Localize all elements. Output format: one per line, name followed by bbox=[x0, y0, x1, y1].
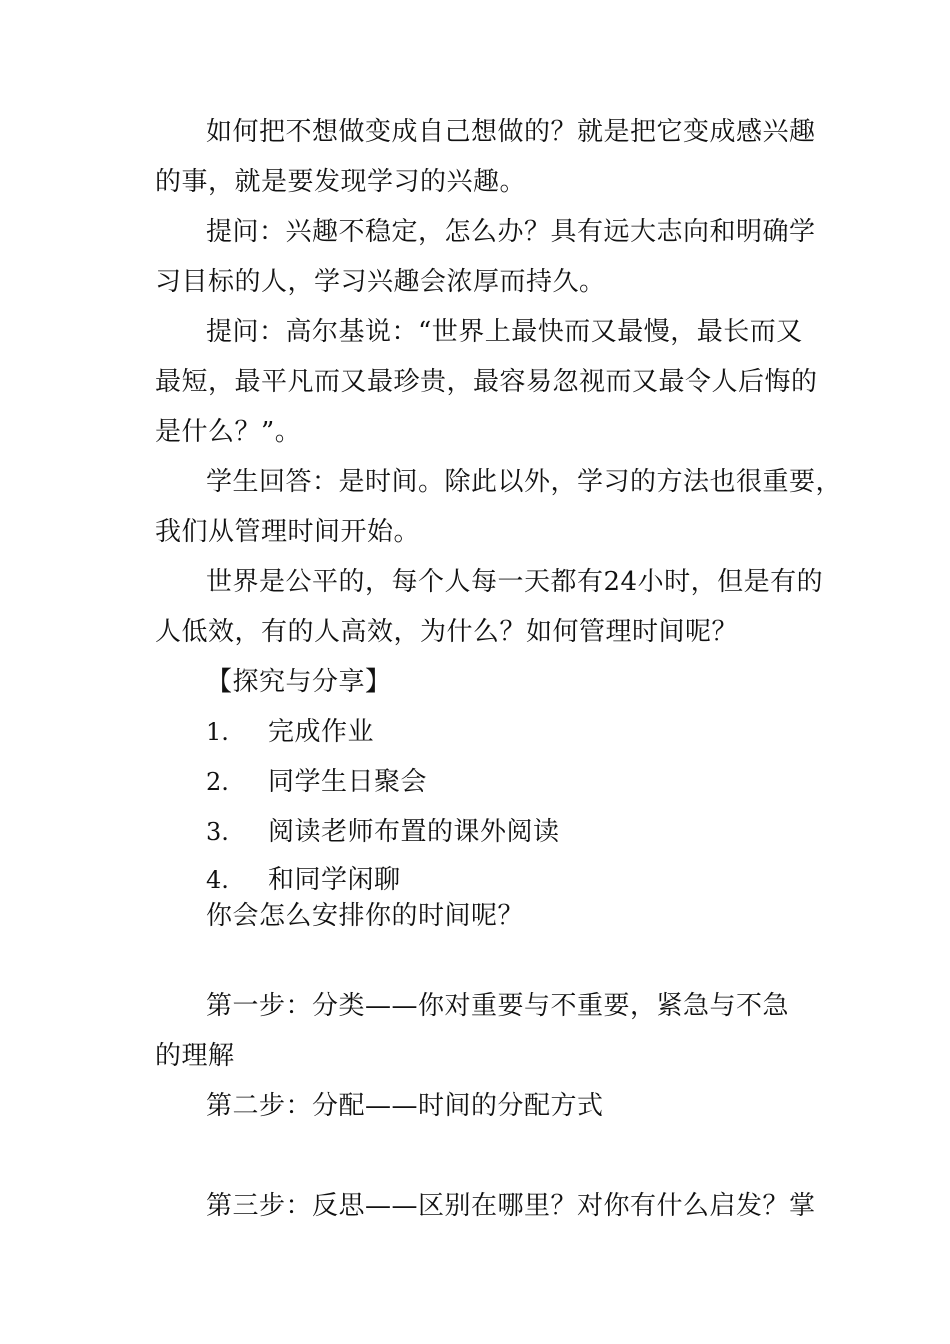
paragraph-5-line-2: 人低效，有的人高效，为什么？如何管理时间呢？ bbox=[155, 617, 739, 647]
step-1-line-1: 第一步：分类——你对重要与不重要，紧急与不急 bbox=[206, 991, 790, 1021]
paragraph-4-line-2: 我们从管理时间开始。 bbox=[155, 517, 421, 547]
step-1-line-2: 的理解 bbox=[155, 1041, 235, 1071]
paragraph-4-line-1: 学生回答：是时间。除此以外，学习的方法也很重要， bbox=[206, 467, 843, 497]
step-3-line-1: 第三步：反思——区别在哪里？对你有什么启发？掌 bbox=[206, 1191, 816, 1221]
list-item-number: 1. bbox=[206, 718, 229, 746]
paragraph-2-line-1: 提问：兴趣不稳定，怎么办？具有远大志向和明确学 bbox=[206, 217, 816, 247]
list-item-text: 完成作业 bbox=[268, 717, 375, 747]
paragraph-3-line-3: 是什么？”。 bbox=[155, 417, 302, 447]
paragraph-1-line-1: 如何把不想做变成自己想做的？就是把它变成感兴趣 bbox=[206, 117, 816, 147]
list-item-text: 同学生日聚会 bbox=[268, 767, 428, 797]
section-heading: 【探究与分享】 bbox=[206, 667, 392, 697]
paragraph-1-line-2: 的事，就是要发现学习的兴趣。 bbox=[155, 167, 527, 197]
question-line: 你会怎么安排你的时间呢？ bbox=[206, 901, 525, 931]
list-item-number: 3. bbox=[206, 818, 229, 846]
paragraph-3-line-2: 最短，最平凡而又最珍贵，最容易忽视而又最令人后悔的 bbox=[155, 367, 818, 397]
list-item-number: 2. bbox=[206, 768, 229, 796]
paragraph-5-line-1: 世界是公平的，每个人每一天都有24小时，但是有的 bbox=[206, 567, 824, 597]
paragraph-2-line-2: 习目标的人，学习兴趣会浓厚而持久。 bbox=[155, 267, 606, 297]
list-item-text: 和同学闲聊 bbox=[268, 865, 401, 895]
list-item-number: 4. bbox=[206, 866, 229, 894]
step-2-line-1: 第二步：分配——时间的分配方式 bbox=[206, 1091, 604, 1121]
paragraph-3-line-1: 提问：高尔基说：“世界上最快而又最慢，最长而又 bbox=[206, 317, 803, 347]
list-item-text: 阅读老师布置的课外阅读 bbox=[268, 817, 560, 847]
